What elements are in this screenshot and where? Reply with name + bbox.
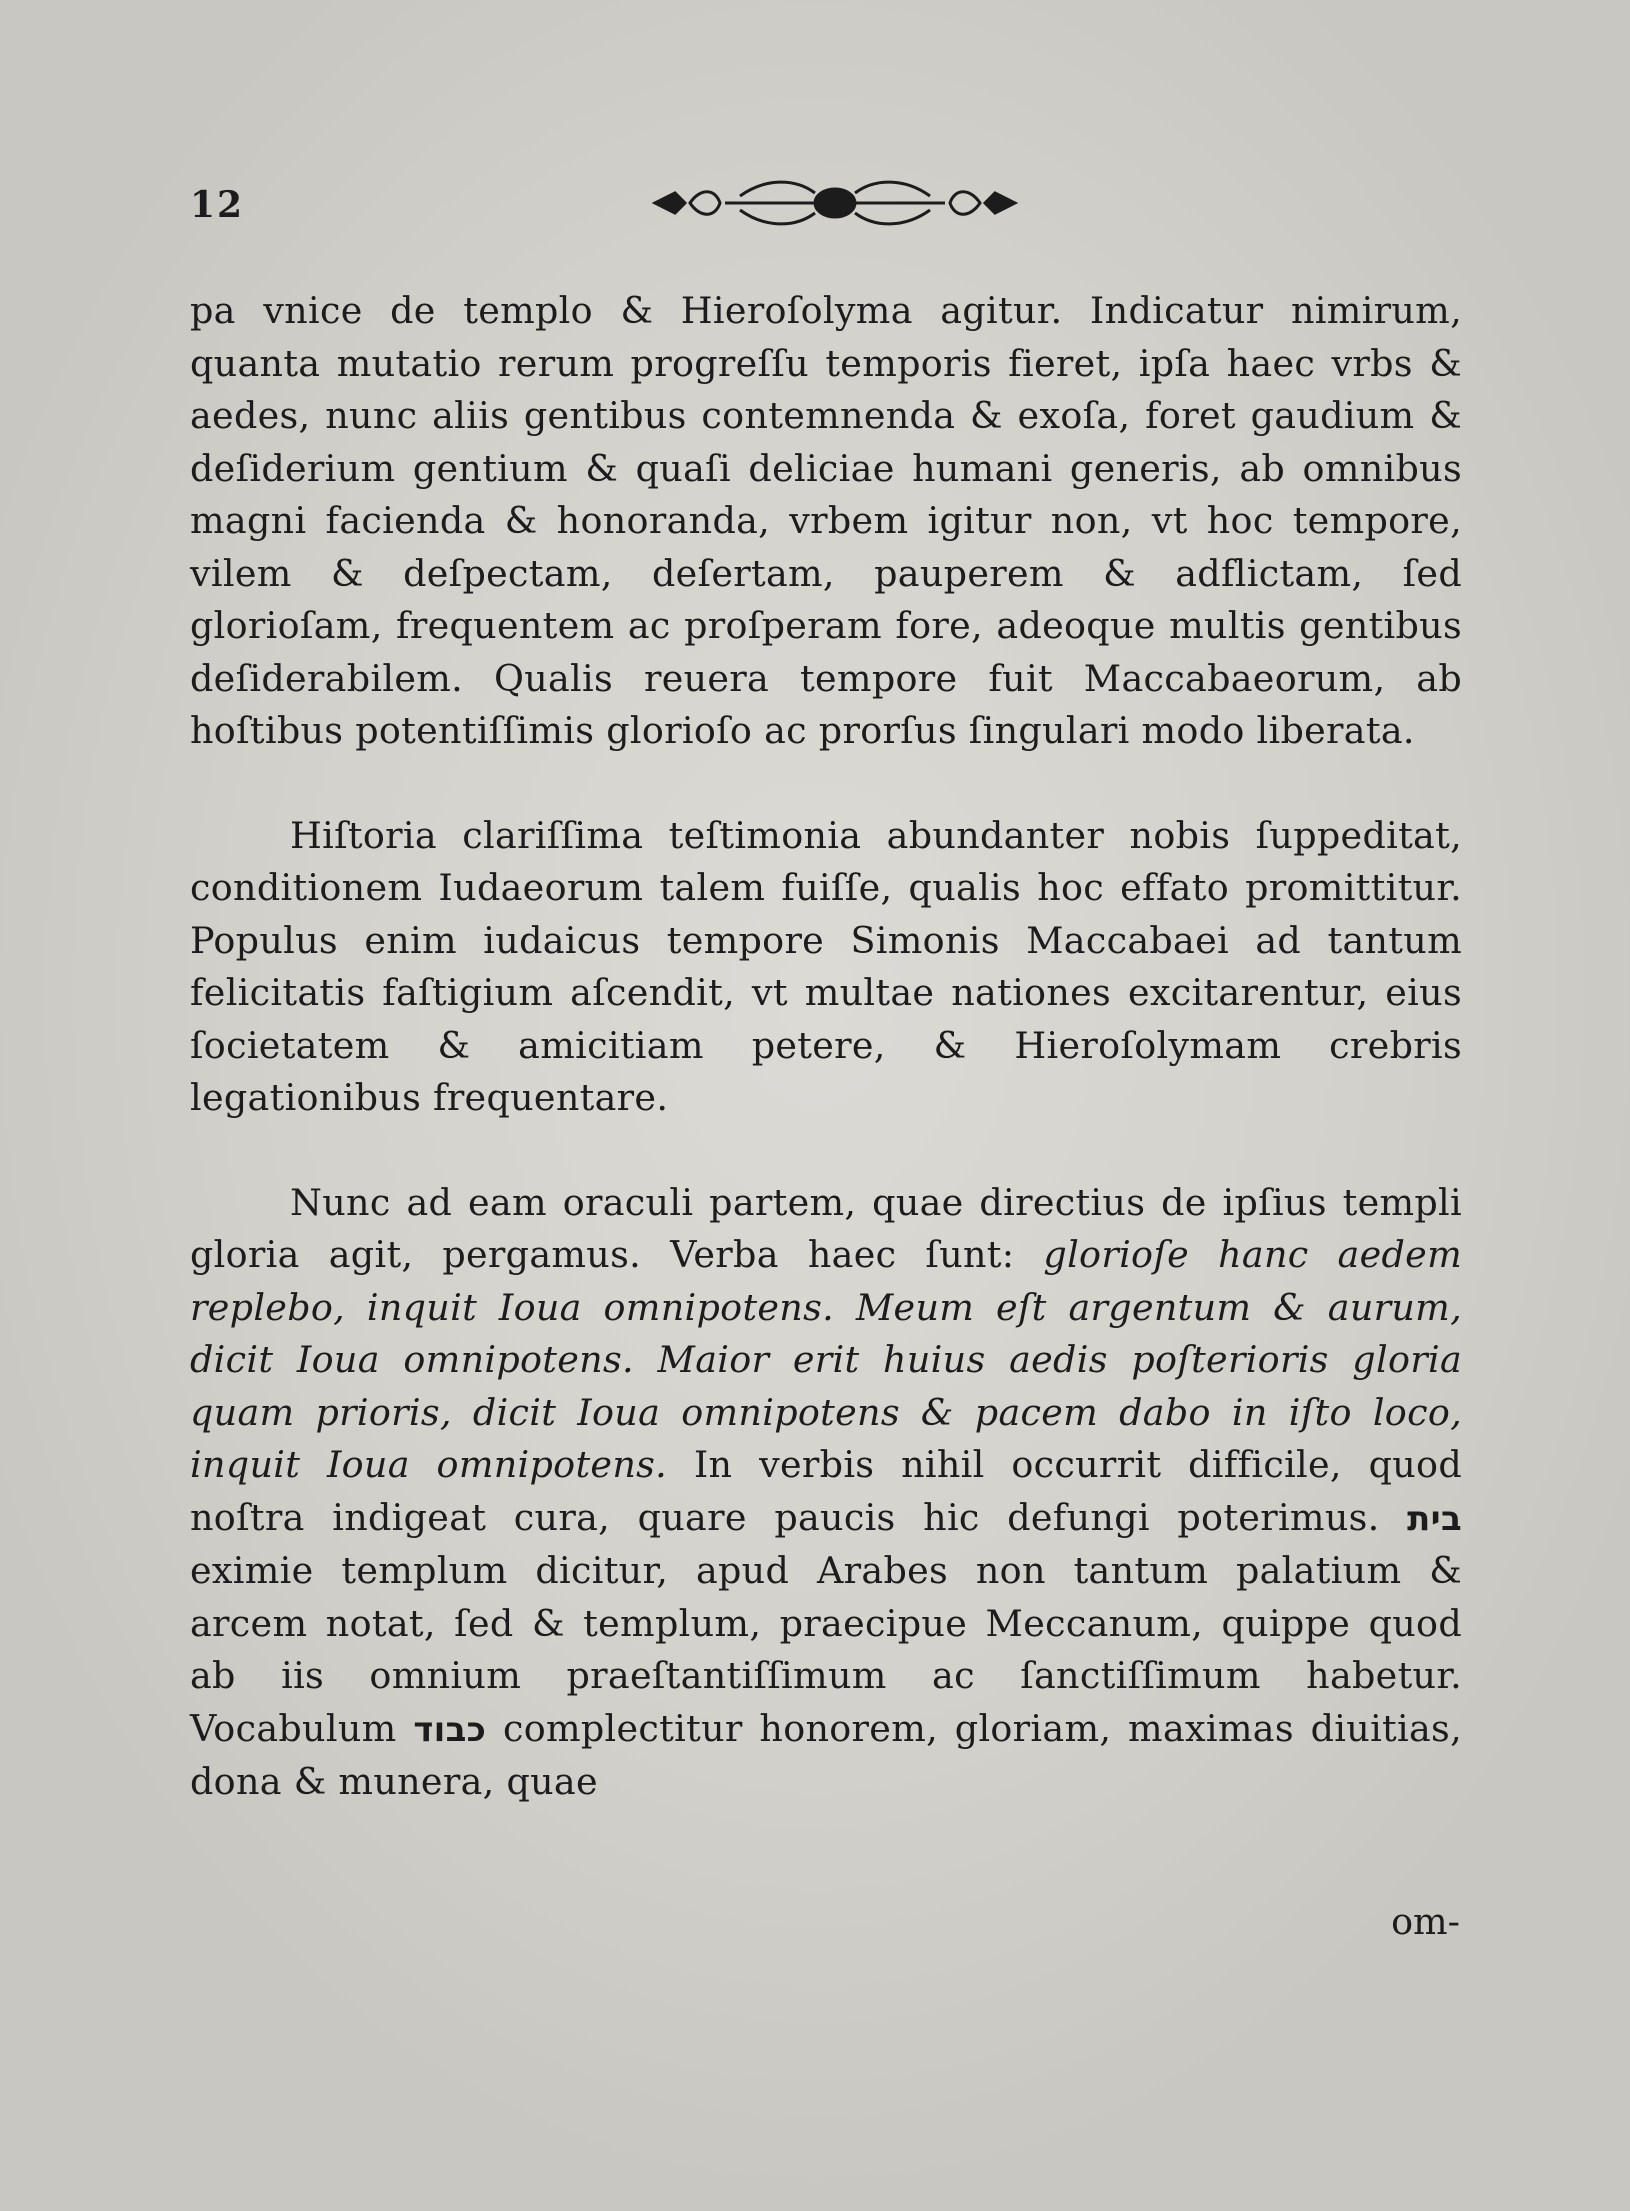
page-number: 12 [190, 184, 245, 226]
catchword: om- [1391, 1900, 1460, 1943]
paragraph-3-part-a: Nunc ad eam oraculi partem, quae directius de ipſius templi gloria agit, pergamus. Verba haec ſunt: [190, 1180, 1462, 1276]
hebrew-word-kavod: כבוד [413, 1709, 487, 1750]
page-header [190, 168, 1460, 238]
paragraph-3-quotation: glorioſe hanc aedem replebo, inquit Ioua omnipotens. Meum eſt argentum & aurum, dicit Ioua omnipotens. Maior erit huius aedis poſterioris gloria quam prioris, dicit Ioua omnipotens & pacem dabo in iſto loco, inquit Ioua omnipotens. [190, 1233, 1462, 1486]
paragraph-3 [190, 1177, 1462, 1809]
paragraph-3-part-c: eximie templum dicitur, apud Arabes non tantum palatium & arcem notat, ſed & templum, praecipue Meccanum, quippe quod ab iis omnium praeſtantiſſimum ac ſanctiſſimum habetur. Vocabulum [190, 1549, 1462, 1750]
header-ornament-icon [645, 168, 1025, 238]
paragraph-1: pa vnice de templo & Hieroſolyma agitur. Indicatur nimirum, quanta mutatio rerum progreſſu temporis fieret, ipſa haec vrbs & aedes, nunc aliis gentibus contemnenda & exoſa, foret gaudium & deſiderium gentium & quaſi deliciae humani generis, ab omnibus magni facienda & honoranda, vrbem igitur non, vt hoc tempore, vilem & deſpectam, deſertam, pauperem & adflictam, ſed glorioſam, frequentem ac proſperam fore, adeoque multis gentibus deſiderabilem. Qualis reuera tempore fuit Maccabaeorum, ab hoſtibus potentiſſimis glorioſo ac prorſus ſingulari modo liberata. [190, 289, 1462, 752]
paragraph-2: Hiſtoria clariſſima teſtimonia abundanter nobis ſuppeditat, conditionem Iudaeorum talem fuiſſe, qualis hoc effato promittitur. Populus enim iudaicus tempore Simonis Maccabaei ad tantum felicitatis faſtigium aſcendit, vt multae nationes excitarentur, eius ſocietatem & amicitiam petere, & Hieroſolymam crebris legationibus frequentare. [190, 813, 1462, 1119]
paragraph-3-part-b: In verbis nihil occurrit difficile, quod noſtra indigeat cura, quare paucis hic defungi poterimus. [190, 1443, 1462, 1539]
hebrew-word-beth: בית [1407, 1498, 1462, 1539]
paragraph-3-part-d: complectitur honorem, gloriam, maximas diuitias, dona & munera, quae [190, 1706, 1462, 1803]
body-text [190, 285, 1462, 1809]
